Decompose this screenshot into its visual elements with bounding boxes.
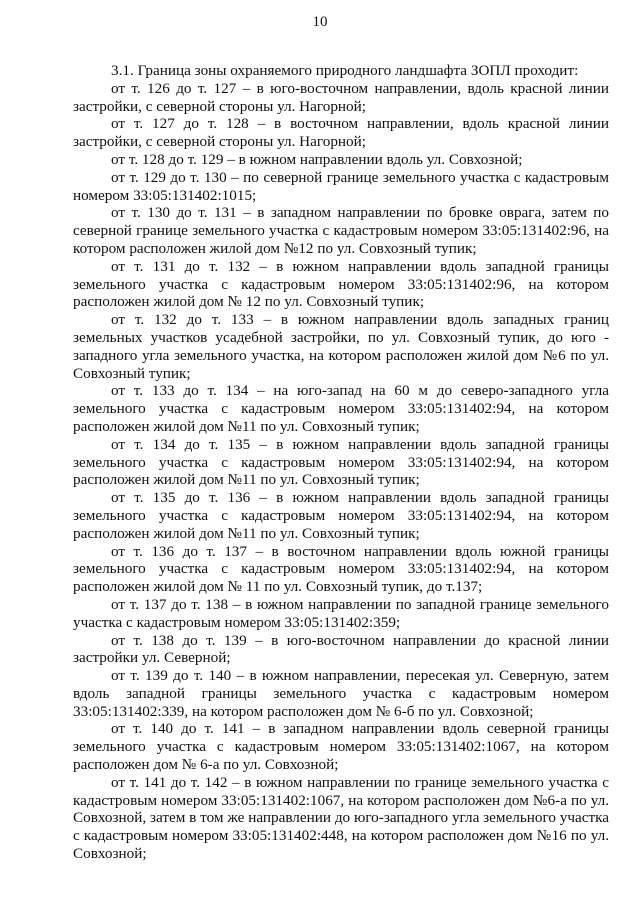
boundary-segment-128-129: от т. 128 до т. 129 – в южном направлении вдоль ул. Совхозной; [111, 150, 523, 168]
boundary-segment-127-128: от т. 127 до т. 128 – в восточном направлении, вдоль красной линии застройки, с северной стороны ул. Нагорной; [73, 115, 609, 151]
boundary-segment-135-136: от т. 135 до т. 136 – в южном направлении вдоль западной границы земельного участка с кадастровым номером 33:05:131402:94, на котором расположен жилой дом №11 по ул. Совхозный тупик; [73, 489, 609, 542]
boundary-segment-130-131: от т. 130 до т. 131 – в западном направлении по бровке оврага, затем по северной границе земельного участка с кадастровым номером 33:05:131402:96, на котором расположен жилой дом №12 по ул. Совхозный тупик; [73, 204, 609, 257]
boundary-segment-137-138: от т. 137 до т. 138 – в южном направлении по западной границе земельного участка с кадастровым номером 33:05:131402:359; [73, 595, 609, 631]
boundary-segment-138-139: от т. 138 до т. 139 – в юго-восточном направлении до красной линии застройки ул. Северной; [73, 631, 609, 667]
boundary-segment-141-142: от т. 141 до т. 142 – в южном направлении по границе земельного участка с кадастровым номером 33:05:131402:1067, на котором расположен дом №6-а по ул. Совхозной, затем в том же направлении до юго-западного угла земельного участка с кадастровым номером 33:05:131402:448, на котором расположен дом №16 по ул. Совхозной; [73, 773, 609, 863]
document-body [73, 62, 609, 863]
boundary-segment-131-132: от т. 131 до т. 132 – в южном направлении вдоль западной границы земельного участка с кадастровым номером 33:05:131402:96, на котором расположен жилой дом № 12 по ул. Совхозный тупик; [73, 257, 609, 311]
boundary-segment-136-137: от т. 136 до т. 137 – в восточном направлении вдоль южной границы земельного участка с кадастровым номером 33:05:131402:94, на котором расположен жилой дом № 11 по ул. Совхозный тупик, до т.137; [73, 542, 609, 596]
boundary-segment-140-141: от т. 140 до т. 141 – в западном направлении вдоль северной границы земельного участка с кадастровым номером 33:05:131402:1067, на котором расположен дом № 6-а по ул. Совхозной; [73, 720, 609, 774]
boundary-segment-134-135: от т. 134 до т. 135 – в южном направлении вдоль западной границы земельного участка с кадастровым номером 33:05:131402:94, на котором расположен жилой дом №11 по ул. Совхозный тупик; [73, 435, 609, 489]
boundary-segment-133-134: от т. 133 до т. 134 – на юго-запад на 60 м до северо-западного угла земельного участка с кадастровым номером 33:05:131402:94, на котором расположен жилой дом №11 по ул. Совхозный тупик; [73, 382, 609, 435]
boundary-segment-132-133: от т. 132 до т. 133 – в южном направлении вдоль западных границ земельных участков усадебной застройки, по ул. Совхозный тупик, до юго - западного угла земельного участка, на котором расположен жилой дом №6 по ул. Совхозный тупик; [73, 311, 609, 382]
boundary-segment-126-127: от т. 126 до т. 127 – в юго-восточном направлении, вдоль красной линии застройки, с северной стороны ул. Нагорной; [73, 79, 609, 115]
boundary-segment-129-130: от т. 129 до т. 130 – по северной границе земельного участка с кадастровым номером 33:05:131402:1015; [73, 168, 609, 204]
page-number: 10 [312, 14, 328, 30]
section-heading: 3.1. Граница зоны охраняемого природного ландшафта ЗОПЛ проходит: [111, 62, 579, 79]
boundary-segment-139-140: от т. 139 до т. 140 – в южном направлении, пересекая ул. Северную, затем вдоль западной границы земельного участка с кадастровым номером 33:05:131402:339, на котором расположен дом № 6-б по ул. Совхозной; [73, 667, 609, 720]
